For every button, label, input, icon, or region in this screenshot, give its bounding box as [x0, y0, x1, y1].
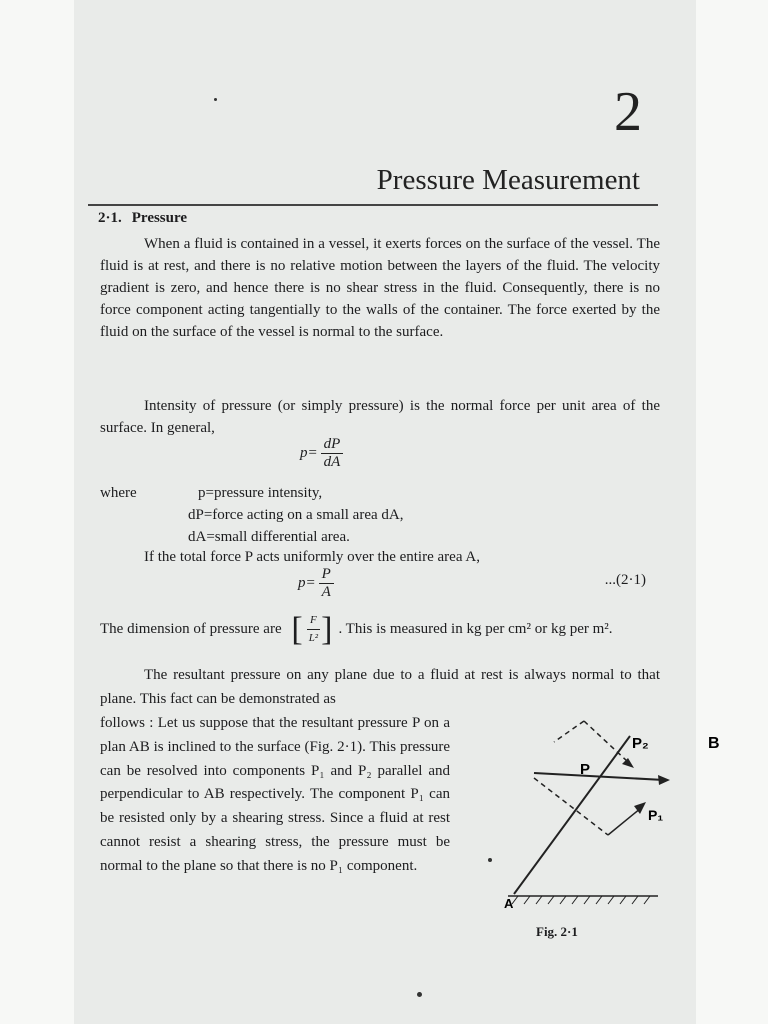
p2-arrowhead — [622, 758, 634, 768]
eq2-lhs: p= — [298, 575, 316, 591]
dimension-units-text: . This is measured in kg per cm² or kg per m². — [338, 620, 613, 637]
eq1-lhs: p= — [300, 445, 318, 461]
section-number: 2·1. — [98, 210, 122, 226]
eq1-fraction — [321, 436, 344, 471]
plane-ab-line — [514, 736, 630, 894]
label-a: A — [504, 896, 514, 911]
paragraph-5: The resultant pressure on any plane due to a fluid at rest is always normal to that plane. This fact can be demonstrated as — [100, 667, 660, 707]
figure-caption: Fig. 2·1 — [536, 924, 578, 939]
eq1-numerator: dP — [321, 436, 344, 454]
paragraph-3: If the total force P acts uniformly over the entire area A, — [144, 549, 480, 565]
eq1-denominator: dA — [323, 454, 341, 470]
definition-item: p=pressure intensity, — [198, 485, 323, 501]
definition-item: dP=force acting on a small area dA, — [188, 507, 404, 523]
equation-reference: ...(2·1) — [604, 572, 646, 588]
definition-item: dA=small differential area. — [188, 529, 350, 545]
book-page — [74, 0, 720, 1024]
right-margin — [696, 0, 768, 1024]
where-label: where — [100, 485, 137, 501]
ground-hatching — [512, 896, 650, 904]
dimension-bracket: [ $\frac{F}{\text{L²}}$ ] — [291, 610, 333, 648]
section-title: Pressure — [131, 210, 188, 226]
eq2-denominator: A — [321, 584, 331, 600]
definitions-block — [100, 482, 660, 548]
dimension-denominator: L² — [308, 632, 319, 644]
figure-2-1-diagram — [478, 718, 720, 918]
label-b: B — [708, 735, 720, 752]
definition-row — [100, 504, 660, 526]
speck — [417, 992, 422, 997]
paragraph-2: Intensity of pressure (or simply pressure) is the normal force per unit area of the surface. In general, — [100, 398, 660, 436]
definition-row — [100, 482, 660, 504]
eq2-fraction — [319, 566, 334, 601]
left-margin — [0, 0, 74, 1024]
construction-dashed-top — [554, 721, 584, 742]
chapter-title: Pressure Measurement — [376, 164, 640, 196]
eq2-numerator: P — [319, 566, 334, 584]
p2-dashed-line — [584, 721, 628, 762]
equation-general — [300, 436, 343, 471]
dimension-numerator: F — [307, 612, 320, 630]
resultant-p-arrowhead — [658, 775, 670, 785]
dimension-fraction — [306, 612, 321, 647]
p1-arrow — [608, 808, 641, 835]
chapter-number: 2 — [614, 81, 642, 143]
title-rule — [88, 204, 658, 206]
definition-row — [100, 526, 660, 548]
paragraph-1: When a fluid is contained in a vessel, it exerts forces on the surface of the vessel. The fluid is at rest, and there is no relative motion between the layers of the fluid. The velocity gradient is zero, and hence there is no shear stress in the fluid. Consequently, there is no force component acting tangentially to the walls of the container. The force exerted by the fluid on the surface of the vessel is normal to the surface. — [100, 236, 660, 340]
speck — [214, 98, 217, 101]
label-p1: P₁ — [648, 807, 664, 823]
paragraph-6: follows : Let us suppose that the resultant pressure P on a plan AB is inclined to the surface (Fig. 2·1). This pressure can be resolved into components P₁ and P₂ parallel and perpendicular to AB respectively. The component P₁ can be resisted only by a shearing stress. Since a fluid at rest cannot resist a shearing stress, the pressure must be normal to the plane so that there is no P₁ component. — [100, 715, 450, 874]
section-heading — [98, 210, 197, 227]
label-p2: P₂ — [632, 735, 649, 752]
label-p: P — [580, 761, 591, 778]
dimension-text: The dimension of pressure are — [100, 620, 282, 637]
paragraph-4 — [100, 612, 660, 647]
speck — [488, 858, 492, 862]
construction-dashed-lower — [534, 778, 608, 835]
equation-uniform — [298, 566, 334, 601]
